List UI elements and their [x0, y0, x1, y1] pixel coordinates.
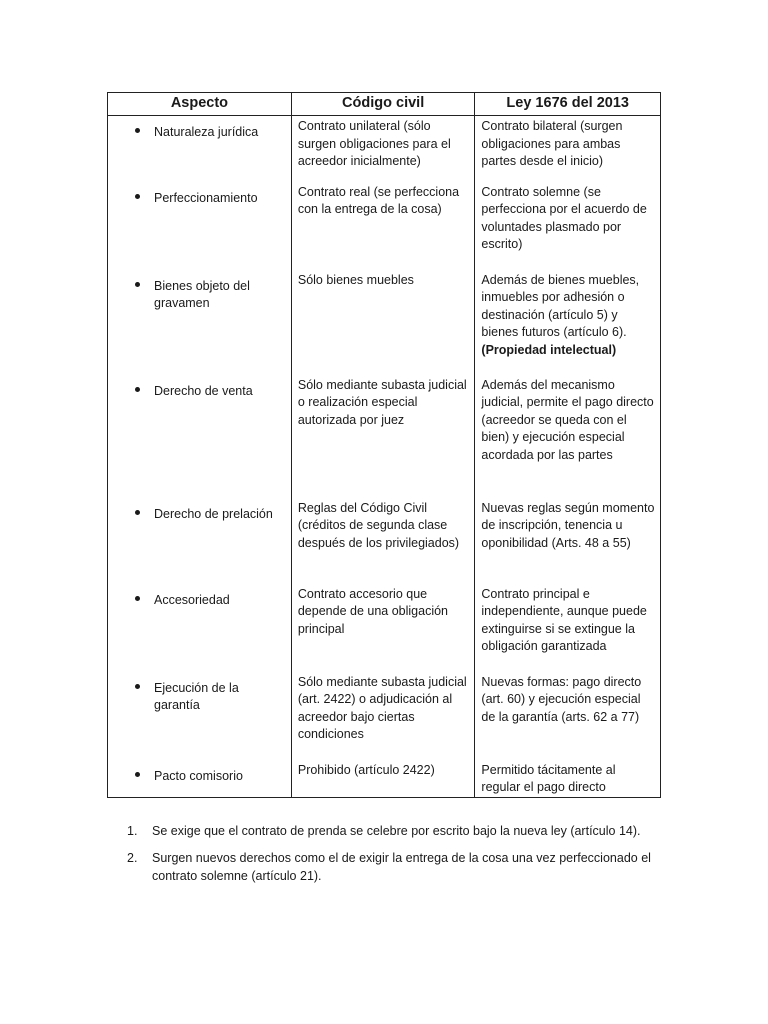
table-row — [108, 270, 661, 375]
notes-list — [127, 822, 687, 894]
aspect-text: Naturaleza jurídica — [154, 125, 259, 139]
bullet-icon — [135, 772, 140, 777]
ley-text: Además de bienes muebles, inmuebles por adhesión o destinación (artículo 5) y bienes futuros (artículo 6). — [481, 272, 640, 339]
bullet-icon — [135, 282, 140, 287]
comparison-table — [107, 92, 661, 798]
header-codigo-civil: Código civil — [291, 93, 475, 116]
table-row — [108, 760, 661, 798]
ley-cell: Contrato principal e independiente, aunque puede extinguirse si se extingue la obligación garantizada — [475, 584, 661, 672]
aspect-cell — [108, 672, 292, 760]
ley-cell: Contrato solemne (se perfecciona por el acuerdo de voluntades plasmado por escrito) — [475, 182, 661, 270]
table-row — [108, 584, 661, 672]
bullet-icon — [135, 128, 140, 133]
civil-cell: Prohibido (artículo 2422) — [291, 760, 475, 798]
aspect-text: Derecho de venta — [154, 383, 253, 398]
note-text: Se exige que el contrato de prenda se celebre por escrito bajo la nueva ley (artículo 14). — [152, 824, 641, 838]
table-row — [108, 375, 661, 498]
list-item — [127, 849, 687, 885]
table-row — [108, 182, 661, 270]
civil-cell: Contrato unilateral (sólo surgen obligaciones para el acreedor inicialmente) — [291, 116, 475, 182]
aspect-cell — [108, 760, 292, 798]
note-text: Surgen nuevos derechos como el de exigir la entrega de la cosa una vez perfeccionado el contrato solemne (artículo 21). — [152, 851, 651, 883]
aspect-cell — [108, 182, 292, 270]
ley-cell: Nuevas reglas según momento de inscripción, tenencia u oponibilidad (Arts. 48 a 55) — [475, 498, 661, 584]
aspect-cell — [108, 498, 292, 584]
table-row — [108, 672, 661, 760]
civil-cell: Contrato real (se perfecciona con la entrega de la cosa) — [291, 182, 475, 270]
aspect-cell — [108, 116, 292, 182]
civil-cell: Sólo mediante subasta judicial (art. 2422) o adjudicación al acreedor bajo ciertas condiciones — [291, 672, 475, 760]
note-number: 1. — [127, 824, 138, 838]
civil-cell: Contrato accesorio que depende de una obligación principal — [291, 584, 475, 672]
aspect-text: Derecho de prelación — [154, 506, 273, 521]
ley-cell: Nuevas formas: pago directo (art. 60) y ejecución especial de la garantía (arts. 62 a 77) — [475, 672, 661, 760]
header-aspecto: Aspecto — [108, 93, 292, 116]
bullet-icon — [135, 510, 140, 515]
bullet-icon — [135, 194, 140, 199]
bullet-icon — [135, 684, 140, 689]
ley-cell — [475, 270, 661, 375]
table-row — [108, 498, 661, 584]
ley-bold-text: (Propiedad intelectual) — [481, 342, 617, 357]
bullet-icon — [135, 596, 140, 601]
aspect-text: Accesoriedad — [154, 592, 230, 607]
aspect-cell — [108, 584, 292, 672]
aspect-text: Bienes objeto del gravamen — [154, 278, 250, 310]
header-ley-1676: Ley 1676 del 2013 — [475, 93, 661, 116]
aspect-text: Perfeccionamiento — [154, 190, 258, 205]
ley-cell: Permitido tácitamente al regular el pago directo — [475, 760, 661, 798]
aspect-cell — [108, 375, 292, 498]
aspect-text: Pacto comisorio — [154, 768, 243, 783]
civil-cell: Sólo bienes muebles — [291, 270, 475, 375]
civil-cell: Sólo mediante subasta judicial o realización especial autorizada por juez — [291, 375, 475, 498]
note-number: 2. — [127, 851, 138, 865]
bullet-icon — [135, 387, 140, 392]
table-header-row — [108, 93, 661, 116]
civil-cell: Reglas del Código Civil (créditos de segunda clase después de los privilegiados) — [291, 498, 475, 584]
ley-cell: Contrato bilateral (surgen obligaciones para ambas partes desde el inicio) — [475, 116, 661, 182]
aspect-text: Ejecución de la garantía — [154, 680, 239, 712]
aspect-cell — [108, 270, 292, 375]
table-row — [108, 116, 661, 182]
list-item — [127, 822, 687, 840]
ley-cell: Además del mecanismo judicial, permite el pago directo (acreedor se queda con el bien) y ejecución especial acordada por las partes — [475, 375, 661, 498]
